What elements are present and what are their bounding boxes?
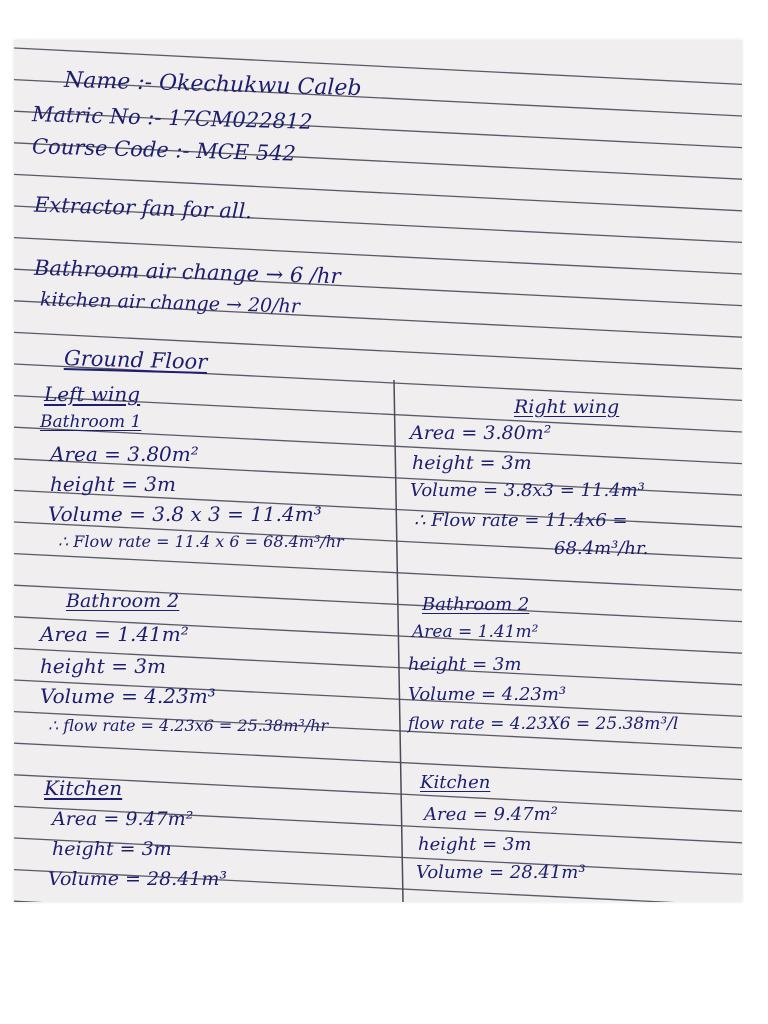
left-bathroom2-volume: Volume = 4.23m³ xyxy=(40,684,216,708)
right-bathroom1-height: height = 3m xyxy=(412,452,532,474)
right-bathroom2-height: height = 3m xyxy=(408,654,522,675)
course-code: Course Code :- MCE 542 xyxy=(31,134,297,166)
bathroom-air-change: Bathroom air change → 6 /hr xyxy=(33,255,341,289)
right-wing-title: Right wing xyxy=(514,396,620,418)
right-kitchen-title: Kitchen xyxy=(420,772,491,793)
right-bathroom1-volume: Volume = 3.8x3 = 11.4m³ xyxy=(410,480,645,501)
right-kitchen-height: height = 3m xyxy=(418,834,532,855)
rule-line xyxy=(14,554,742,590)
left-kitchen-volume: Volume = 28.41m³ xyxy=(48,868,228,890)
extractor-note: Extractor fan for all. xyxy=(33,192,253,224)
floor-title: Ground Floor xyxy=(63,346,208,374)
right-kitchen-volume: Volume = 28.41m³ xyxy=(416,862,586,883)
right-bathroom1-flow-result: 68.4m³/hr. xyxy=(554,538,649,559)
kitchen-air-change: kitchen air change → 20/hr xyxy=(39,288,301,318)
right-bathroom1-area: Area = 3.80m² xyxy=(410,422,552,444)
left-kitchen-height: height = 3m xyxy=(52,838,172,860)
left-bathroom1-title: Bathroom 1 xyxy=(40,412,142,432)
left-wing-title: Left wing xyxy=(44,382,141,406)
rule-line xyxy=(14,772,742,811)
left-bathroom2-flow: ∴ flow rate = 4.23x6 = 25.38m³/hr xyxy=(48,716,329,735)
right-bathroom2-title: Bathroom 2 xyxy=(422,594,530,615)
left-bathroom2-title: Bathroom 2 xyxy=(66,590,180,612)
right-bathroom1-flow: ∴ Flow rate = 11.4x6 = xyxy=(414,510,628,531)
column-divider xyxy=(394,380,403,902)
left-bathroom1-flow: ∴ Flow rate = 11.4 x 6 = 68.4m³/hr xyxy=(58,532,344,551)
left-bathroom2-area: Area = 1.41m² xyxy=(40,622,189,646)
left-bathroom2-height: height = 3m xyxy=(40,654,166,678)
matric-number: Matric No :- 17CM022812 xyxy=(31,102,313,134)
student-name: Name :- Okechukwu Caleb xyxy=(63,67,362,102)
rule-line xyxy=(14,743,742,779)
right-bathroom2-volume: Volume = 4.23m³ xyxy=(408,684,567,705)
left-kitchen-area: Area = 9.47m² xyxy=(52,808,194,830)
right-bathroom2-area: Area = 1.41m² xyxy=(412,622,539,642)
rule-line xyxy=(14,901,742,902)
notebook-page xyxy=(14,40,742,902)
left-bathroom1-area: Area = 3.80m² xyxy=(50,442,199,466)
left-bathroom1-volume: Volume = 3.8 x 3 = 11.4m³ xyxy=(48,502,322,526)
right-bathroom2-flow: flow rate = 4.23X6 = 25.38m³/l xyxy=(408,714,679,734)
ruled-lines xyxy=(14,40,742,902)
left-kitchen-title: Kitchen xyxy=(44,776,123,800)
left-bathroom1-height: height = 3m xyxy=(50,472,176,496)
right-kitchen-area: Area = 9.47m² xyxy=(424,804,558,825)
